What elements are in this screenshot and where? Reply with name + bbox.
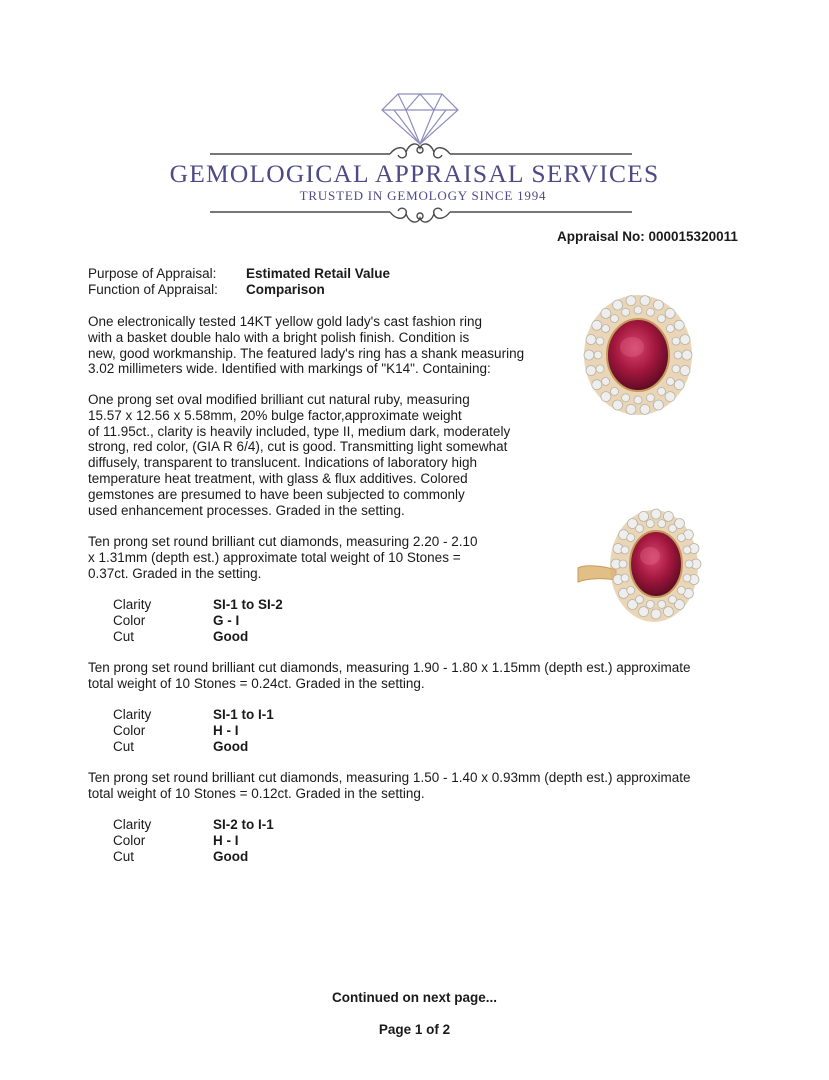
halo-diamond (677, 534, 685, 542)
diamond-group-1-description (88, 534, 477, 581)
halo-diamond (666, 378, 674, 386)
halo-diamond (663, 607, 673, 617)
description-line: temperature heat treatment, with glass & flux additives. Colored (88, 470, 468, 486)
company-name: GEMOLOGICAL APPRAISAL SERVICES (169, 159, 660, 188)
spec-label-clarity: Clarity (113, 817, 152, 832)
halo-diamond (636, 525, 644, 533)
halo-diamond (622, 308, 630, 316)
halo-diamond (653, 400, 663, 410)
description-line: diffusely, transparent to translucent. Indications of laboratory high (88, 455, 477, 471)
halo-diamond (613, 400, 623, 410)
description-line: new, good workmanship. The featured lady's ring has a shank measuring (88, 345, 525, 361)
halo-diamond (677, 586, 685, 594)
spec-label-clarity: Clarity (113, 707, 152, 722)
spec-value-clarity: SI-1 to I-1 (213, 707, 274, 722)
halo-diamond (666, 325, 674, 333)
spec-label-cut: Cut (113, 629, 135, 644)
ruby-description (88, 392, 510, 518)
halo-diamond (634, 396, 642, 404)
purpose-label: Purpose of Appraisal: (88, 266, 217, 281)
halo-diamond (584, 350, 594, 360)
function-value: Comparison (246, 282, 325, 297)
description-line: gemstones are presumed to have been subjected to commonly (88, 486, 465, 502)
halo-diamond (674, 380, 684, 390)
halo-diamond (601, 308, 611, 318)
halo-diamond (646, 520, 654, 528)
halo-diamond (621, 546, 629, 554)
halo-diamond (663, 511, 673, 521)
description-line: 0.37ct. Graded in the setting. (88, 565, 262, 581)
halo-diamond (586, 366, 596, 376)
halo-diamond (636, 596, 644, 604)
halo-diamond (658, 600, 666, 608)
halo-diamond (683, 574, 691, 582)
description-line: Ten prong set round brilliant cut diamonds, measuring 2.20 - 2.10 (88, 534, 478, 549)
function-label: Function of Appraisal: (88, 282, 218, 297)
spec-value-cut: Good (213, 849, 249, 864)
halo-diamond (639, 511, 649, 521)
halo-diamond (592, 380, 602, 390)
halo-diamond (639, 607, 649, 617)
description-line: One electronically tested 14KT yellow gold lady's cast fashion ring (88, 314, 483, 329)
halo-diamond (672, 337, 680, 345)
halo-diamond (651, 609, 661, 619)
description-line: strong, red color, (GIA R 6/4), cut is good. Transmitting light somewhat (88, 439, 508, 455)
halo-diamond (646, 600, 654, 608)
spec-label-clarity: Clarity (113, 597, 152, 612)
halo-diamond (685, 560, 693, 568)
spec-label-color: Color (113, 723, 146, 738)
description-line: total weight of 10 Stones = 0.12ct. Graded in the setting. (88, 785, 425, 801)
halo-diamond (596, 365, 604, 373)
ring-angled-view-photo (576, 506, 702, 626)
halo-diamond (672, 365, 680, 373)
halo-diamond (646, 394, 654, 402)
halo-diamond (658, 520, 666, 528)
halo-diamond (658, 387, 666, 395)
halo-diamond (601, 392, 611, 402)
spec-label-color: Color (113, 833, 146, 848)
halo-diamond (602, 378, 610, 386)
description-line: Ten prong set round brilliant cut diamonds, measuring 1.90 - 1.80 x 1.15mm (depth est.) approximate (88, 660, 691, 675)
ring-top-view-photo (580, 292, 696, 418)
spec-value-cut: Good (213, 739, 249, 754)
description-line: 3.02 millimeters wide. Identified with markings of "K14". Containing: (88, 361, 491, 377)
halo-diamond (653, 300, 663, 310)
spec-value-color: H - I (213, 723, 239, 738)
halo-diamond (669, 525, 677, 533)
halo-diamond (621, 574, 629, 582)
description-line: Ten prong set round brilliant cut diamonds, measuring 1.50 - 1.40 x 0.93mm (depth est.) approximate (88, 770, 691, 785)
halo-diamond (674, 351, 682, 359)
page-number: Page 1 of 2 (378, 1022, 451, 1037)
halo-diamond (674, 320, 684, 330)
description-line: total weight of 10 Stones = 0.24ct. Graded in the setting. (88, 675, 425, 691)
spec-label-color: Color (113, 613, 146, 628)
top-flourish-divider (210, 144, 632, 158)
diamond-icon (382, 94, 458, 144)
halo-diamond (665, 308, 675, 318)
halo-diamond (626, 404, 636, 414)
halo-diamond (594, 351, 602, 359)
halo-diamond (646, 308, 654, 316)
halo-diamond (592, 320, 602, 330)
halo-diamond (619, 560, 627, 568)
company-tagline: TRUSTED IN GEMOLOGY SINCE 1994 (299, 188, 547, 203)
halo-diamond (626, 296, 636, 306)
halo-diamond (586, 335, 596, 345)
spec-value-clarity: SI-2 to I-1 (213, 817, 274, 832)
description-line: used enhancement processes. Graded in the setting. (88, 502, 405, 518)
halo-diamond (596, 337, 604, 345)
bottom-flourish-divider (210, 208, 632, 222)
halo-diamond (622, 394, 630, 402)
description-line: with a basket double halo with a bright polish finish. Condition is (88, 329, 470, 345)
continued-notice: Continued on next page... (332, 990, 497, 1005)
halo-diamond (669, 596, 677, 604)
halo-diamond (634, 306, 642, 314)
halo-diamond (627, 534, 635, 542)
appraisal-number: Appraisal No: 000015320011 (557, 229, 738, 244)
halo-diamond (680, 366, 690, 376)
company-logo (200, 88, 640, 228)
spec-value-clarity: SI-1 to SI-2 (213, 597, 283, 612)
halo-diamond (651, 509, 661, 519)
halo-diamond (640, 296, 650, 306)
spec-label-cut: Cut (113, 739, 135, 754)
halo-diamond (683, 546, 691, 554)
halo-diamond (682, 350, 692, 360)
spec-label-cut: Cut (113, 849, 135, 864)
spec-value-color: G - I (213, 613, 240, 628)
spec-value-color: H - I (213, 833, 239, 848)
description-line: 15.57 x 12.56 x 5.58mm, 20% bulge factor,approximate weight (88, 407, 462, 423)
halo-diamond (611, 387, 619, 395)
diamond-group-2-description (88, 660, 691, 692)
item-description (88, 314, 524, 377)
halo-diamond (665, 392, 675, 402)
purpose-value: Estimated Retail Value (246, 266, 391, 281)
halo-diamond (640, 404, 650, 414)
halo-diamond (602, 325, 610, 333)
description-line: of 11.95ct., clarity is heavily included, type II, medium dark, moderately (88, 423, 511, 439)
halo-diamond (658, 315, 666, 323)
halo-diamond (611, 315, 619, 323)
halo-diamond (627, 586, 635, 594)
spec-value-cut: Good (213, 629, 249, 644)
description-line: x 1.31mm (depth est.) approximate total weight of 10 Stones = (88, 549, 461, 565)
halo-diamond (613, 300, 623, 310)
diamond-group-3-description (88, 770, 691, 802)
halo-diamond (680, 335, 690, 345)
description-line: One prong set oval modified brilliant cut natural ruby, measuring (88, 392, 470, 407)
